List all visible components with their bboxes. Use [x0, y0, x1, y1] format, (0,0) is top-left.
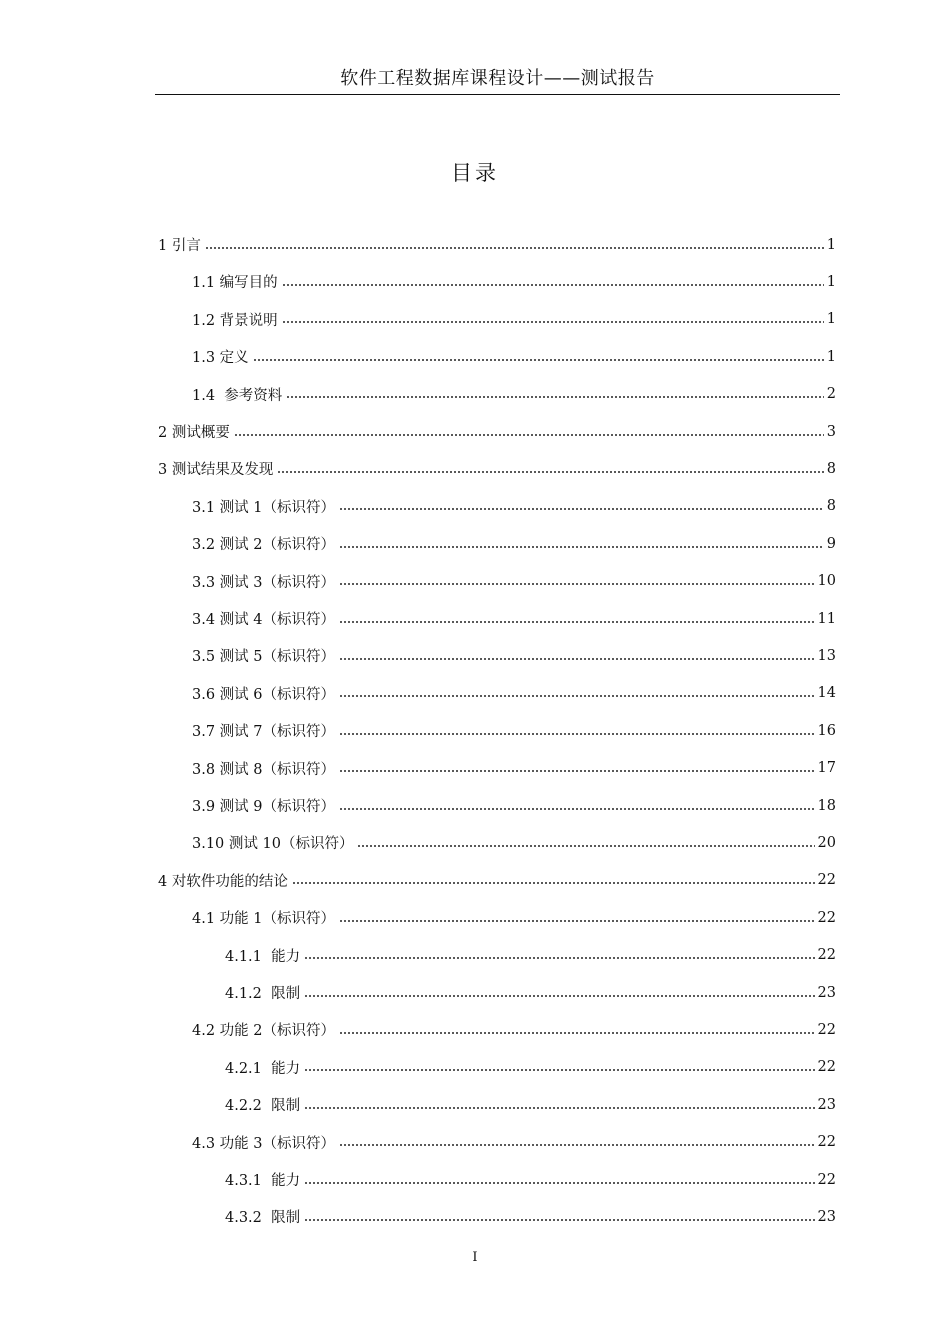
toc-entry-title: 3.2 测试 2（标识符）	[192, 537, 336, 554]
toc-entry-page: 20	[817, 834, 836, 851]
toc-entry-page: 23	[817, 1096, 836, 1113]
toc-entry[interactable]	[225, 1049, 836, 1086]
toc-entry[interactable]	[192, 488, 836, 525]
toc-entry-title: 3.1 测试 1（标识符）	[192, 499, 336, 516]
toc-leader-dots	[253, 359, 824, 361]
toc-entry[interactable]	[192, 600, 836, 637]
toc-leader-dots	[304, 1069, 814, 1071]
toc-leader-dots	[339, 808, 815, 810]
toc-entry[interactable]	[192, 899, 836, 936]
toc-entry[interactable]	[192, 301, 836, 338]
toc-entry-title: 4.2.1 能力	[225, 1060, 301, 1077]
toc-leader-dots	[304, 1219, 814, 1221]
toc-entry-title: 3.9 测试 9（标识符）	[192, 799, 336, 815]
toc-entry[interactable]	[192, 338, 836, 375]
toc-entry-page: 22	[817, 1021, 836, 1038]
toc-leader-dots	[286, 396, 823, 398]
toc-leader-dots	[339, 1032, 815, 1034]
toc-leader-dots	[277, 471, 823, 473]
toc-entry[interactable]	[192, 712, 836, 749]
toc-entry-title: 1.1 编写目的	[192, 275, 278, 292]
toc-entry-title: 4.2.2 限制	[225, 1098, 301, 1115]
toc-entry-page: 23	[817, 984, 836, 1001]
toc-entry-page: 1	[826, 236, 836, 253]
toc-leader-dots	[339, 770, 815, 772]
header-rule	[155, 94, 840, 95]
toc-entry[interactable]	[225, 1198, 836, 1235]
toc-entry-page: 8	[826, 498, 836, 515]
toc-entry-page: 8	[826, 460, 836, 477]
toc-entry-page: 1	[826, 273, 836, 290]
toc-leader-dots	[292, 882, 815, 884]
toc-leader-dots	[339, 733, 815, 735]
toc-leader-dots	[339, 546, 824, 548]
toc-entry-title: 4.1.2 限制	[225, 986, 301, 1002]
toc-entry-title: 3.4 测试 4（标识符）	[192, 612, 336, 628]
toc-entry-title: 1.2 背景说明	[192, 312, 278, 329]
toc-leader-dots	[357, 845, 814, 847]
toc-entry-title: 3.5 测试 5（标识符）	[192, 649, 336, 666]
toc-entry-page: 1	[826, 348, 836, 365]
toc-leader-dots	[339, 583, 815, 585]
toc-entry[interactable]	[192, 1011, 836, 1048]
toc-leader-dots	[339, 695, 815, 697]
toc-leader-dots	[339, 658, 815, 660]
toc-entry-title: 1 引言	[158, 238, 201, 254]
toc-entry-title: 4.1 功能 1（标识符）	[192, 911, 336, 928]
toc-entry[interactable]	[225, 937, 836, 974]
running-header: 软件工程数据库课程设计——测试报告	[340, 68, 655, 89]
toc-leader-dots	[282, 321, 824, 323]
toc-leader-dots	[234, 434, 824, 436]
toc-entry-title: 3.8 测试 8（标识符）	[192, 761, 336, 778]
toc-entry-title: 4.1.1 能力	[225, 948, 301, 965]
toc-entry-title: 4.3 功能 3（标识符）	[192, 1135, 336, 1152]
toc-entry-title: 2 测试概要	[158, 425, 230, 441]
toc-entry[interactable]	[158, 450, 836, 487]
toc-leader-dots	[339, 920, 815, 922]
toc-entry[interactable]	[192, 263, 836, 300]
toc-leader-dots	[282, 284, 824, 286]
toc-entry[interactable]	[158, 226, 836, 263]
toc-entry-title: 3.10 测试 10（标识符）	[192, 836, 354, 853]
toc-entry[interactable]	[192, 525, 836, 562]
toc-entry-title: 1.3 定义	[192, 350, 249, 367]
toc-entry[interactable]	[192, 750, 836, 787]
toc-entry-title: 3 测试结果及发现	[158, 462, 274, 479]
page-number: I	[472, 1250, 478, 1265]
toc-leader-dots	[304, 957, 814, 959]
toc-entry-title: 4.3.2 限制	[225, 1210, 301, 1227]
toc-entry[interactable]	[192, 787, 836, 824]
toc-entry-page: 22	[817, 909, 836, 926]
toc-entry-page: 22	[817, 1134, 836, 1151]
toc-entry[interactable]	[192, 675, 836, 712]
toc-leader-dots	[339, 508, 824, 510]
toc-entry[interactable]	[192, 824, 836, 861]
toc-leader-dots	[339, 1144, 815, 1146]
toc-title: 目录	[451, 161, 499, 185]
toc-entry[interactable]	[158, 862, 836, 899]
toc-entry[interactable]	[225, 1161, 836, 1198]
toc-entry[interactable]	[192, 563, 836, 600]
toc-entry[interactable]	[192, 637, 836, 674]
toc-leader-dots	[304, 1182, 814, 1184]
toc-entry-title: 3.6 测试 6（标识符）	[192, 686, 336, 703]
toc-entry[interactable]	[192, 1124, 836, 1161]
toc-entry-title: 1.4 参考资料	[192, 387, 283, 404]
toc-entry-page: 3	[826, 423, 836, 440]
toc-entry-page: 10	[817, 573, 836, 590]
toc-entry-page: 13	[817, 647, 836, 664]
toc-leader-dots	[304, 1107, 814, 1109]
toc-entry-title: 4.3.1 能力	[225, 1173, 301, 1189]
toc-leader-dots	[205, 247, 824, 249]
toc-entry-page: 22	[817, 872, 836, 889]
toc-entry-page: 9	[826, 535, 836, 552]
toc-entry-page: 17	[817, 760, 836, 777]
toc-entry-page: 14	[817, 685, 836, 702]
toc-entry[interactable]	[158, 413, 836, 450]
toc-entry-page: 2	[826, 386, 836, 403]
toc-entry-page: 1	[826, 311, 836, 328]
toc-entry-page: 18	[817, 797, 836, 814]
toc-entry-title: 3.7 测试 7（标识符）	[192, 724, 336, 741]
toc-entry-page: 22	[817, 947, 836, 964]
toc-entry-title: 4 对软件功能的结论	[158, 873, 288, 890]
toc-entry-page: 16	[817, 722, 836, 739]
toc-entry-page: 11	[817, 610, 836, 627]
toc-leader-dots	[304, 995, 814, 997]
toc-entry-title: 3.3 测试 3（标识符）	[192, 574, 336, 591]
toc-entry-page: 22	[817, 1171, 836, 1188]
toc-entry-page: 22	[817, 1059, 836, 1076]
toc-entry[interactable]	[192, 376, 836, 413]
toc-entry[interactable]	[225, 1086, 836, 1123]
toc-entry[interactable]	[225, 974, 836, 1011]
toc-entry-title: 4.2 功能 2（标识符）	[192, 1023, 336, 1040]
toc-entry-page: 23	[817, 1208, 836, 1225]
toc-leader-dots	[339, 621, 815, 623]
